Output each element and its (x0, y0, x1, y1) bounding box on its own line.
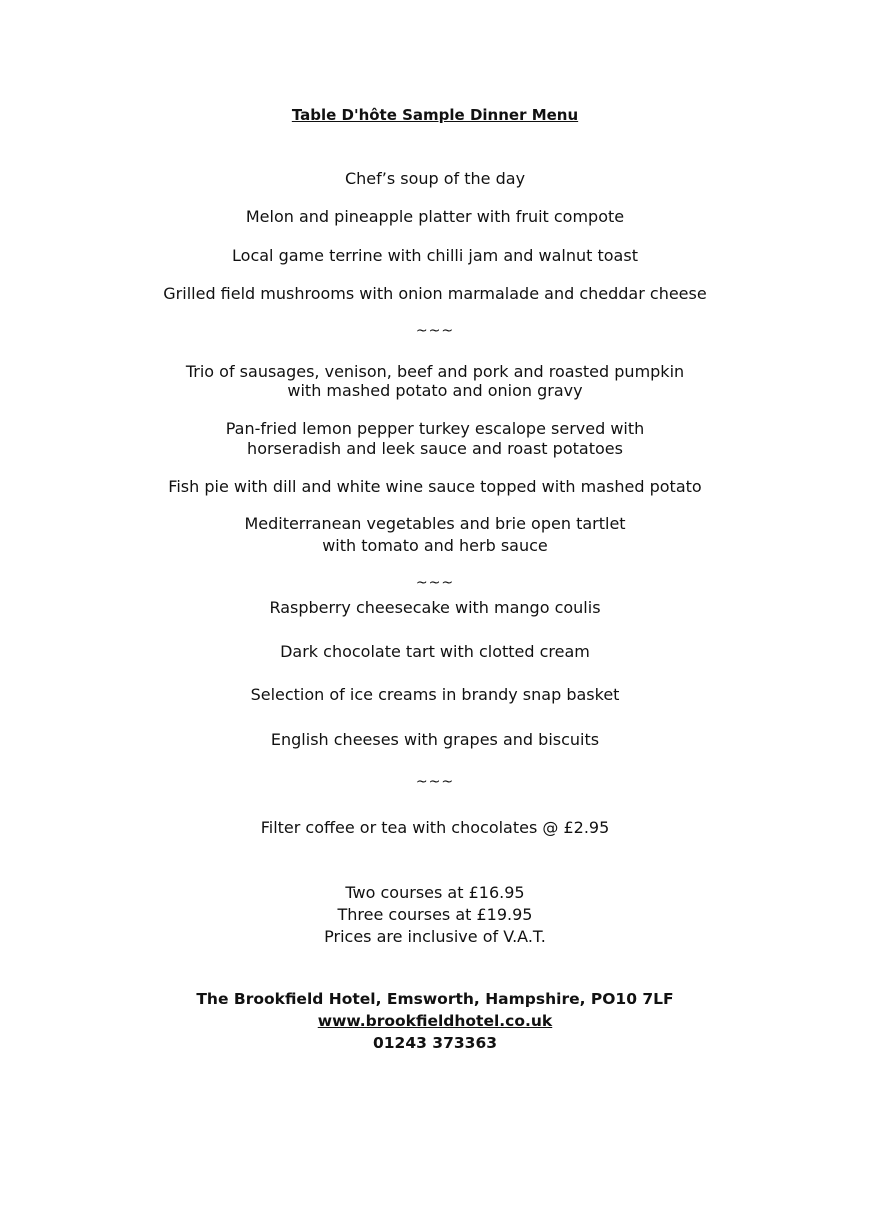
website-row (0, 1011, 870, 1032)
main-item-line: Pan-fried lemon pepper turkey escalope served with (225, 419, 645, 438)
course-separator: ~~~ (415, 774, 455, 790)
starter-item: Chef’s soup of the day (344, 169, 526, 188)
starter-item: Melon and pineapple platter with fruit compote (245, 207, 625, 226)
starter-item: Local game terrine with chilli jam and walnut toast (232, 246, 638, 265)
dessert-item: English cheeses with grapes and biscuits (270, 730, 600, 749)
phone-number: 01243 373363 (372, 1034, 498, 1052)
dessert-item: Raspberry cheesecake with mango coulis (269, 598, 601, 617)
pricing-line: Three courses at £19.95 (337, 905, 533, 924)
main-item-line: horseradish and leek sauce and roast potatoes (247, 439, 623, 458)
course-separator: ~~~ (415, 575, 455, 591)
coffee-line: Filter coffee or tea with chocolates @ £2.95 (260, 818, 610, 837)
main-item-line: with mashed potato and onion gravy (287, 381, 583, 400)
starter-item: Grilled field mushrooms with onion marmalade and cheddar cheese (163, 284, 707, 303)
menu-title: Table D'hôte Sample Dinner Menu (291, 106, 579, 124)
main-item-line: Trio of sausages, venison, beef and pork and roasted pumpkin (185, 362, 685, 381)
hotel-address: The Brookfield Hotel, Emsworth, Hampshire, PO10 7LF (196, 990, 674, 1008)
pricing-line: Prices are inclusive of V.A.T. (324, 927, 546, 946)
main-item-line: with tomato and herb sauce (322, 536, 548, 555)
main-item-line: Mediterranean vegetables and brie open tartlet (244, 514, 626, 533)
dessert-item: Dark chocolate tart with clotted cream (280, 642, 590, 661)
website-link[interactable]: www.brookfieldhotel.co.uk (317, 1012, 553, 1030)
main-item-line: Fish pie with dill and white wine sauce topped with mashed potato (168, 477, 702, 496)
dessert-item: Selection of ice creams in brandy snap basket (250, 685, 620, 704)
pricing-line: Two courses at £16.95 (345, 883, 525, 902)
course-separator: ~~~ (415, 323, 455, 339)
